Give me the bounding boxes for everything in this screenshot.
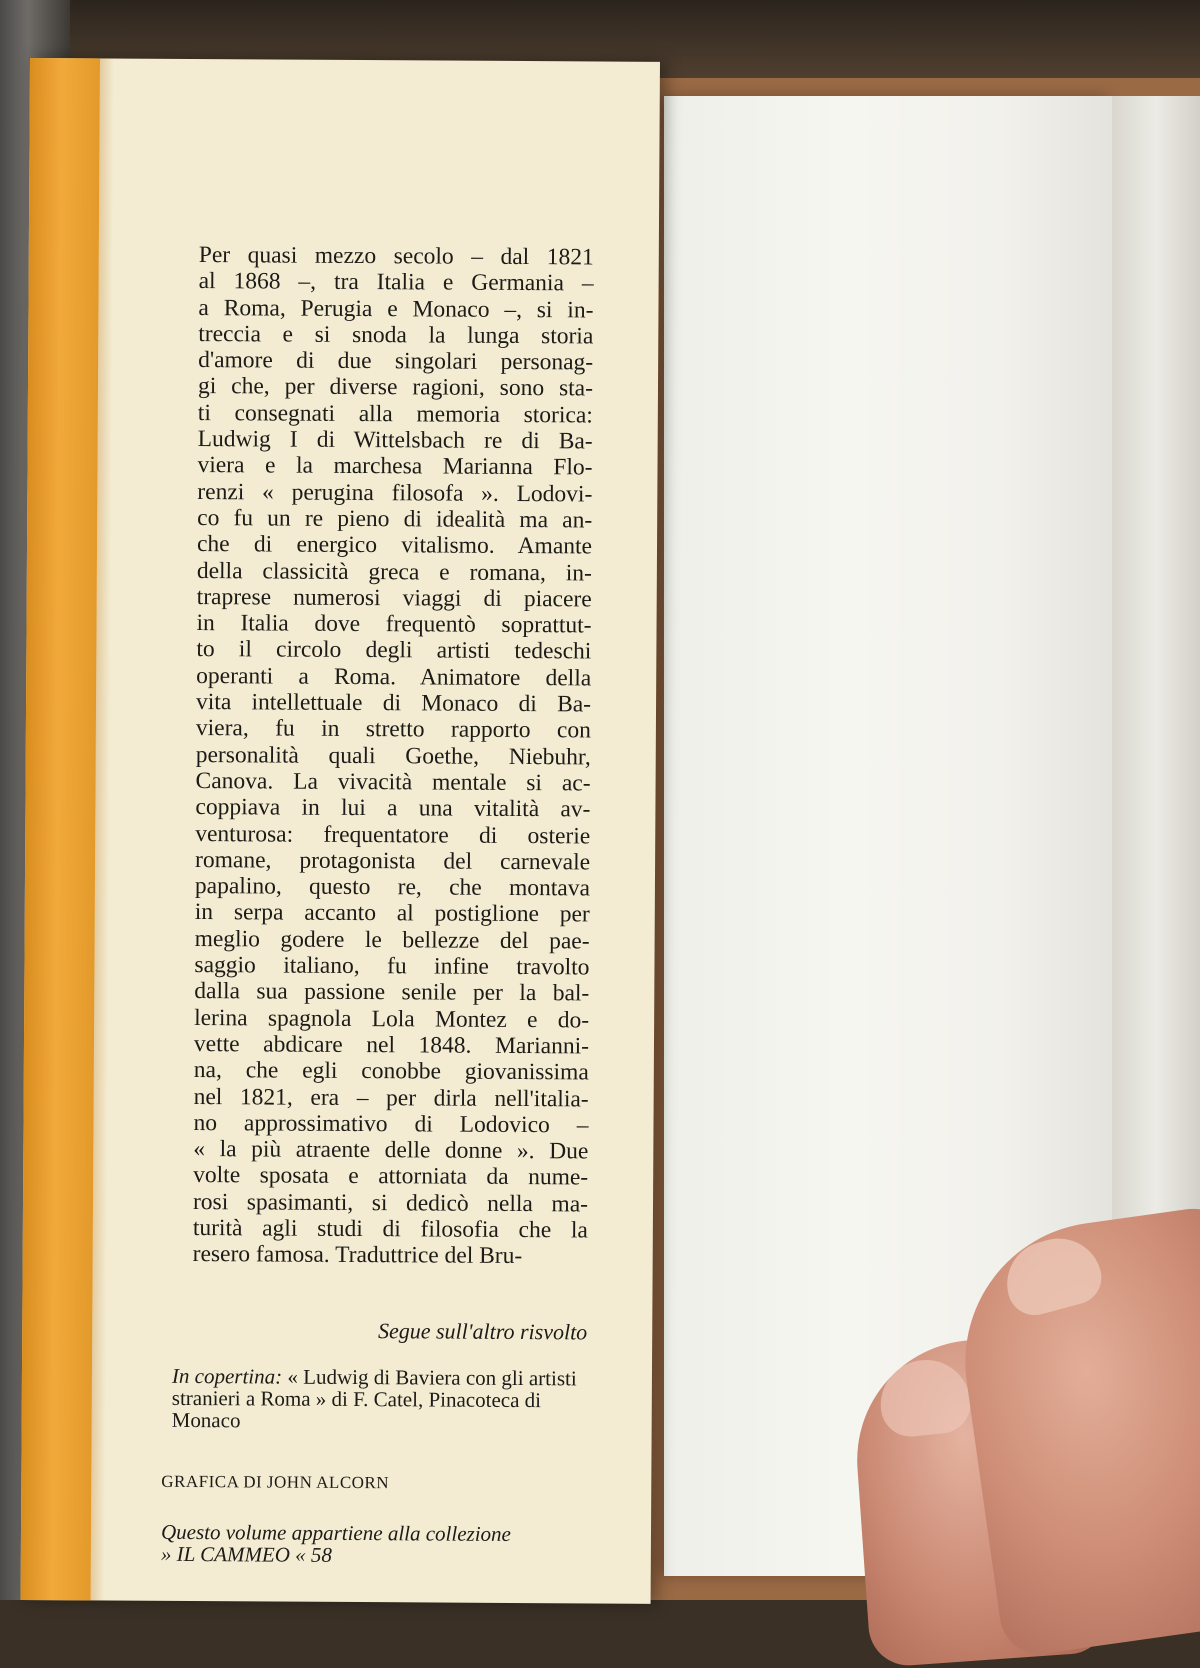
blurb-line: in serpa accanto al postiglione per <box>194 899 590 928</box>
blurb-line: romane, protagonista del carnevale <box>195 846 591 876</box>
collection-note <box>161 1521 601 1568</box>
blurb-line: no approssimativo di Lodovico – <box>193 1109 589 1139</box>
blurb-line: gi che, per diverse ragioni, sono sta- <box>197 373 594 402</box>
blurb-line: in Italia dove frequentò soprattut- <box>196 610 592 639</box>
blurb-line: turità agli studi di filosofia che la <box>192 1215 588 1244</box>
blurb-line: na, che egli conobbe giovanissima <box>193 1057 589 1086</box>
blurb-line: al 1868 –, tra Italia e Germania – <box>198 268 594 297</box>
blurb-line: venturosa: frequentatore di osterie <box>195 820 591 849</box>
cover-description: « Ludwig di Baviera con gli artisti stranieri a Roma » di F. Catel, Pinacoteca di Monaco <box>171 1364 577 1433</box>
blurb-line: vette abdicare nel 1848. Marianni- <box>193 1030 590 1060</box>
blurb-line: co fu un re pieno di idealità ma an- <box>197 504 593 534</box>
blurb-line: operanti a Roma. Animatore della <box>196 662 592 692</box>
collection-line-1: Questo volume appartiene alla collezione <box>160 1519 512 1546</box>
blurb-line: traprese numerosi viaggi di piacere <box>196 583 592 613</box>
blurb-line: « la più atraente delle donne ». Due <box>193 1136 589 1165</box>
blurb-line: to il circolo degli artisti tedeschi <box>196 636 592 665</box>
blurb-line: lerina spagnola Lola Montez e do- <box>194 1004 590 1034</box>
blurb-line: che di energico vitalismo. Amante <box>196 531 593 560</box>
blurb-line: vita intellettuale di Monaco di Ba- <box>195 689 592 718</box>
blurb-line: volte sposata e attorniata da nume- <box>193 1162 589 1191</box>
blurb-line: Per quasi mezzo secolo – dal 1821 <box>198 242 594 271</box>
cover-credit-note <box>172 1365 592 1434</box>
blurb-line: resero famosa. Traduttrice del Bru- <box>192 1241 523 1270</box>
blurb-line: Ludwig I di Wittelsbach re di Ba- <box>197 426 593 455</box>
blurb-line: a Roma, Perugia e Monaco –, si in- <box>198 294 594 324</box>
blurb-line: meglio godere le bellezze del pae- <box>194 925 590 955</box>
dust-jacket-flap <box>21 58 660 1604</box>
graphic-design-credit: GRAFICA DI JOHN ALCORN <box>161 1471 390 1493</box>
blurb-line: nel 1821, era – per dirla nell'italia- <box>193 1083 589 1112</box>
blurb-line: renzi « perugina filosofa ». Lodovi- <box>197 478 593 508</box>
blurb-line: Canova. La vivacità mentale si ac- <box>195 767 591 797</box>
blurb-line: d'amore di due singolari personag- <box>198 347 594 376</box>
cover-label: In copertina: <box>171 1363 283 1389</box>
blurb-line: personalità quali Goethe, Niebuhr, <box>195 741 591 771</box>
blurb-line: coppiava in lui a una vitalità av- <box>195 794 591 823</box>
flap-orange-border <box>21 58 100 1600</box>
flap-blurb-text <box>193 242 594 1270</box>
blurb-line: viera, fu in stretto rapporto con <box>195 715 591 744</box>
blurb-line: saggio italiano, fu infine travolto <box>194 952 590 981</box>
collection-line-2: » IL CAMMEO « 58 <box>160 1541 333 1567</box>
continued-note: Segue sull'altro risvolto <box>377 1318 588 1345</box>
blurb-line: dalla sua passione senile per la bal- <box>194 978 590 1007</box>
blurb-line: ti consegnati alla memoria storica: <box>197 399 593 429</box>
blurb-line: treccia e si snoda la lunga storia <box>198 320 594 350</box>
blurb-line: della classicità greca e romana, in- <box>196 557 592 587</box>
blurb-line: papalino, questo re, che montava <box>194 873 591 902</box>
blurb-line: viera e la marchesa Marianna Flo- <box>197 452 593 481</box>
blurb-line: rosi spasimanti, si dedicò nella ma- <box>192 1188 589 1218</box>
